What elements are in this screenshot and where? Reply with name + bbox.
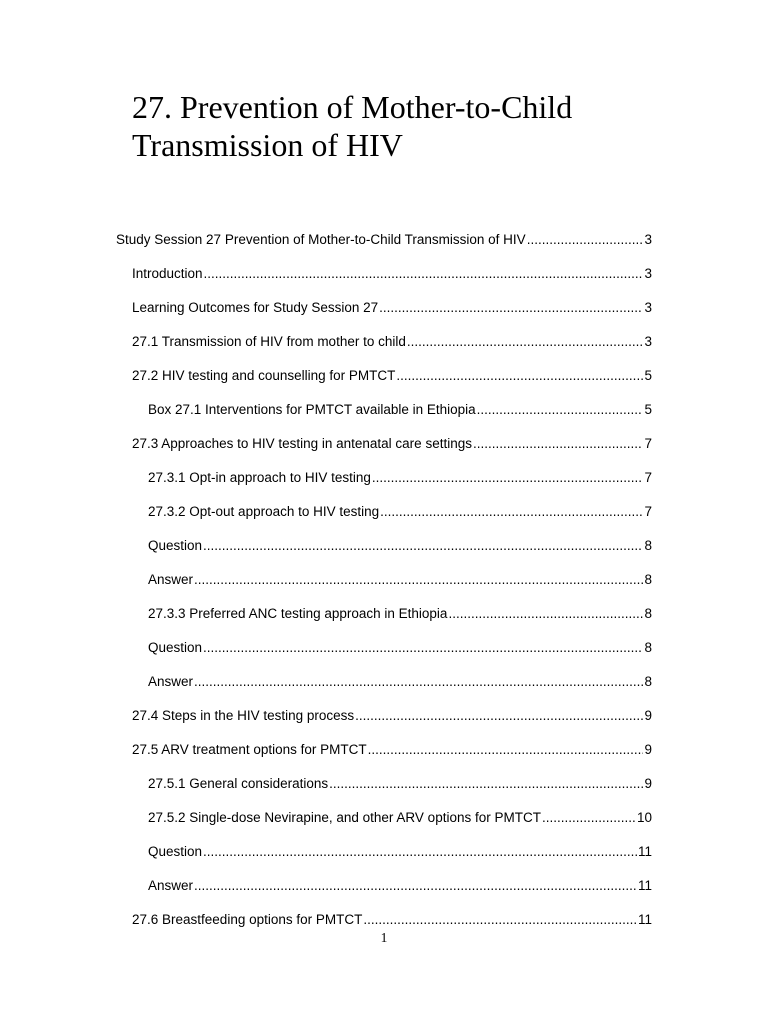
- toc-entry-27-5-2[interactable]: [148, 808, 652, 828]
- toc-entry-page: 3: [644, 266, 652, 281]
- dot-leader: [407, 332, 644, 352]
- toc-entry-label: 27.1 Transmission of HIV from mother to child: [132, 334, 406, 349]
- toc-entry-page: 7: [644, 504, 652, 519]
- toc-entry-page: 11: [637, 912, 652, 927]
- toc-entry-label: 27.3.3 Preferred ANC testing approach in Ethiopia: [148, 606, 448, 621]
- toc-entry-label: Learning Outcomes for Study Session 27: [132, 300, 379, 315]
- dot-leader: [477, 400, 644, 420]
- toc-entry-label: Study Session 27 Prevention of Mother-to-Child Transmission of HIV: [116, 232, 526, 247]
- toc-entry-label: Box 27.1 Interventions for PMTCT available in Ethiopia: [148, 402, 476, 417]
- toc-entry-27-3-2[interactable]: [148, 502, 652, 522]
- toc-entry-page: 8: [644, 538, 652, 553]
- dot-leader: [194, 570, 643, 590]
- dot-leader: [368, 740, 644, 760]
- toc-entry-page: 7: [644, 470, 652, 485]
- dot-leader: [372, 468, 644, 488]
- document-title: [132, 88, 692, 164]
- toc-entry-page: 9: [644, 742, 652, 757]
- toc-entry-label: 27.2 HIV testing and counselling for PMTCT: [132, 368, 396, 383]
- toc-entry-27-4[interactable]: [132, 706, 652, 726]
- toc-entry-label: Introduction: [132, 266, 203, 281]
- toc-entry-page: 10: [636, 810, 652, 825]
- toc-entry-page: 9: [644, 708, 652, 723]
- toc-entry-question[interactable]: [148, 638, 652, 658]
- dot-leader: [203, 638, 643, 658]
- dot-leader: [448, 604, 643, 624]
- toc-entry-27-3-1[interactable]: [148, 468, 652, 488]
- toc-entry-page: 8: [644, 640, 652, 655]
- toc-entry-27-5[interactable]: [132, 740, 652, 760]
- toc-entry-page: 3: [644, 300, 652, 315]
- toc-entry-label: Question: [148, 640, 203, 655]
- toc-entry-label: 27.4 Steps in the HIV testing process: [132, 708, 355, 723]
- toc-entry-label: 27.5.2 Single-dose Nevirapine, and other ARV options for PMTCT: [148, 810, 541, 825]
- dot-leader: [542, 808, 636, 828]
- toc-entry-page: 11: [637, 844, 652, 859]
- toc-entry-label: 27.3.2 Opt-out approach to HIV testing: [148, 504, 380, 519]
- toc-entry-box-27-1[interactable]: [148, 400, 652, 420]
- toc-entry-page: 7: [644, 436, 652, 451]
- toc-entry-label: Answer: [148, 674, 194, 689]
- toc-entry-answer[interactable]: [148, 570, 652, 590]
- toc-entry-question[interactable]: [148, 842, 652, 862]
- dot-leader: [355, 706, 643, 726]
- toc-entry-label: 27.5.1 General considerations: [148, 776, 329, 791]
- toc-entry-label: Answer: [148, 572, 194, 587]
- toc-entry-page: 8: [644, 674, 652, 689]
- dot-leader: [203, 536, 643, 556]
- toc-entry-page: 8: [644, 572, 652, 587]
- dot-leader: [194, 672, 643, 692]
- toc-entry-study-session[interactable]: [116, 230, 652, 250]
- title-line-2: Transmission of HIV: [132, 127, 403, 163]
- toc-entry-27-6[interactable]: [132, 910, 652, 930]
- dot-leader: [329, 774, 643, 794]
- toc-entry-page: 8: [644, 606, 652, 621]
- toc-entry-page: 5: [644, 368, 652, 383]
- toc-entry-page: 3: [644, 334, 652, 349]
- dot-leader: [380, 502, 643, 522]
- title-line-1: 27. Prevention of Mother-to-Child: [132, 89, 573, 125]
- dot-leader: [363, 910, 637, 930]
- toc-entry-page: 9: [644, 776, 652, 791]
- toc-entry-label: 27.3.1 Opt-in approach to HIV testing: [148, 470, 371, 485]
- toc-entry-label: 27.3 Approaches to HIV testing in antenatal care settings: [132, 436, 472, 451]
- dot-leader: [527, 230, 644, 250]
- toc-entry-label: Question: [148, 844, 203, 859]
- toc-entry-page: 5: [644, 402, 652, 417]
- dot-leader: [379, 298, 643, 318]
- toc-entry-label: 27.5 ARV treatment options for PMTCT: [132, 742, 367, 757]
- toc-entry-page: 11: [637, 878, 652, 893]
- toc-entry-page: 3: [644, 232, 652, 247]
- page-number: 1: [380, 930, 388, 945]
- dot-leader: [396, 366, 643, 386]
- dot-leader: [203, 842, 637, 862]
- toc-entry-label: Answer: [148, 878, 194, 893]
- toc-entry-question[interactable]: [148, 536, 652, 556]
- toc-entry-introduction[interactable]: [132, 264, 652, 284]
- toc-entry-learning-outcomes[interactable]: [132, 298, 652, 318]
- toc-entry-27-5-1[interactable]: [148, 774, 652, 794]
- toc-entry-27-1[interactable]: [132, 332, 652, 352]
- toc-entry-27-3-3[interactable]: [148, 604, 652, 624]
- toc-entry-answer[interactable]: [148, 876, 652, 896]
- dot-leader: [204, 264, 644, 284]
- dot-leader: [194, 876, 637, 896]
- dot-leader: [473, 434, 644, 454]
- toc-entry-27-3[interactable]: [132, 434, 652, 454]
- toc-entry-label: 27.6 Breastfeeding options for PMTCT: [132, 912, 363, 927]
- toc-entry-answer[interactable]: [148, 672, 652, 692]
- toc-entry-label: Question: [148, 538, 203, 553]
- toc-entry-27-2[interactable]: [132, 366, 652, 386]
